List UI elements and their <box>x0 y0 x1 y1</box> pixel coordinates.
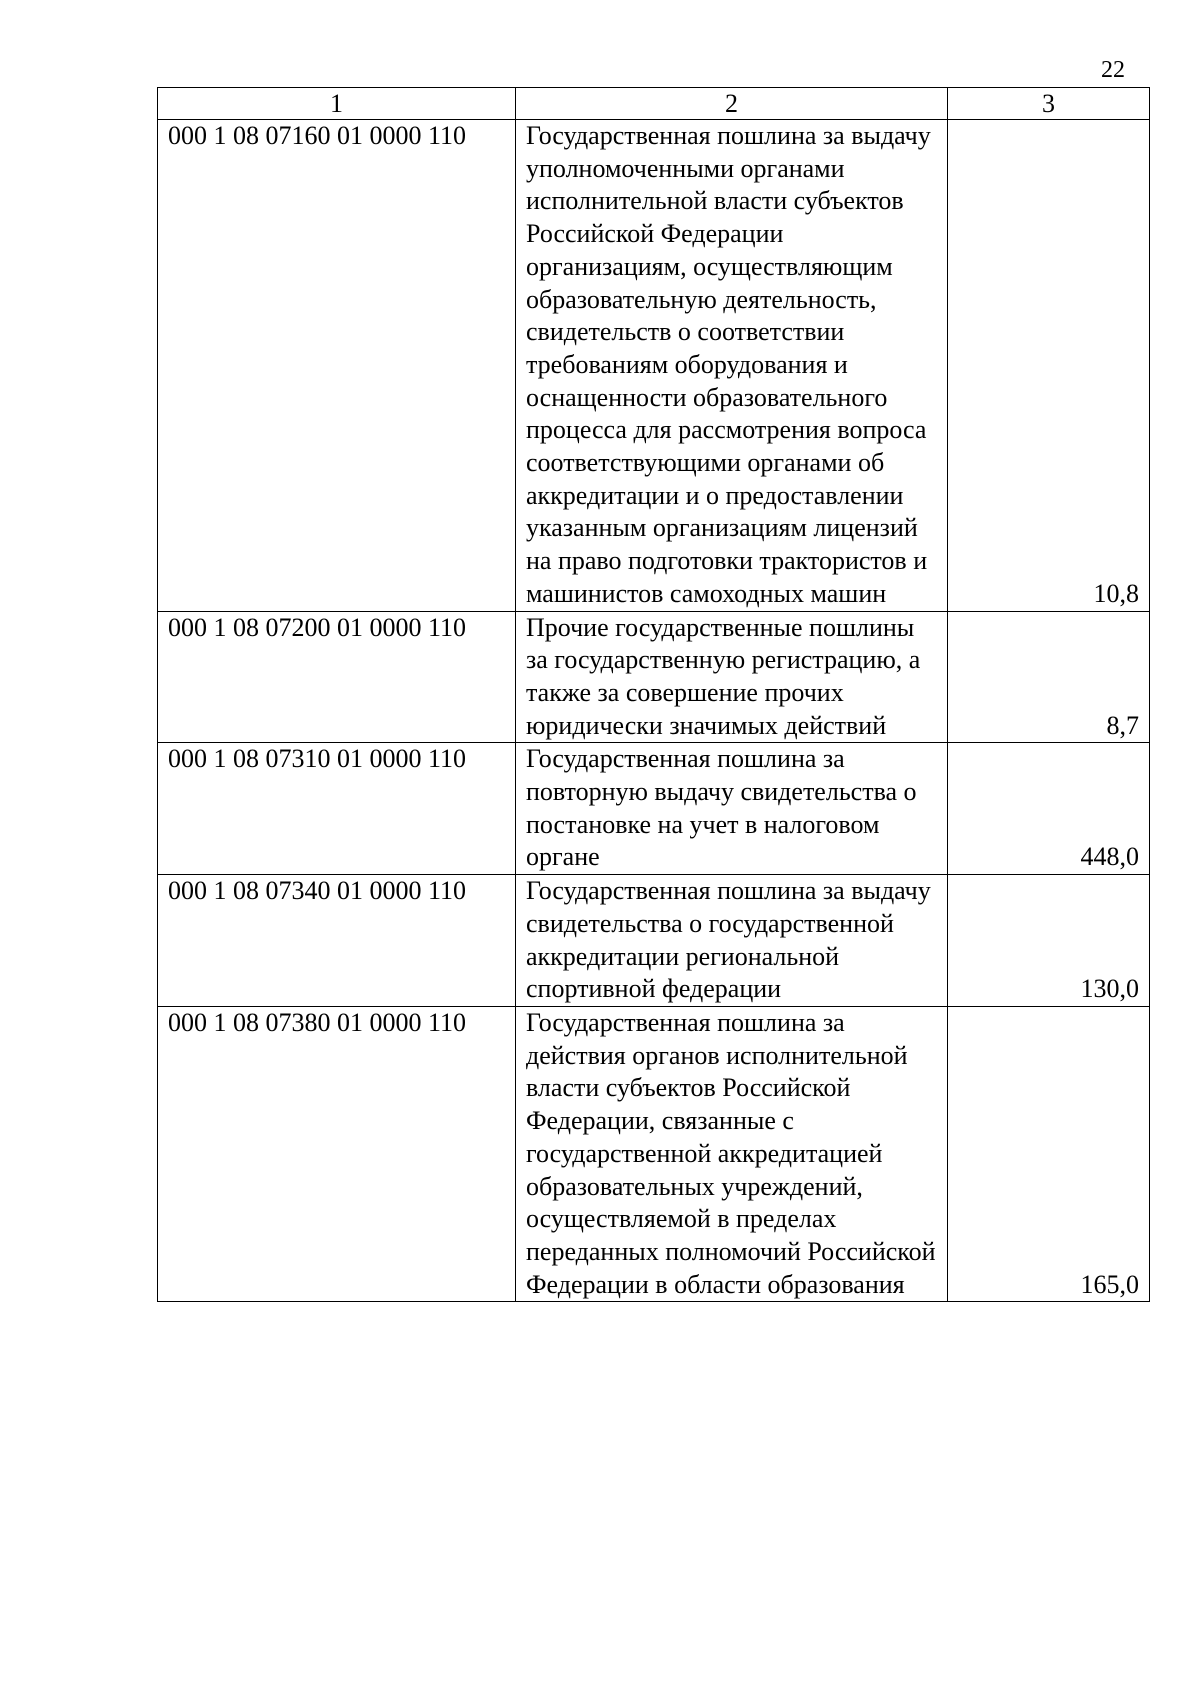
table-row <box>158 611 1150 743</box>
revenue-code: 000 1 08 07160 01 0000 110 <box>158 120 516 612</box>
revenue-name: Государственная пошлина за выдачу уполномоченными органами исполнительной власти субъектов Российской Федерации организациям, осуществляющим образовательную деятельность, свидетельств о соответствии требованиям оборудования и оснащенности образовательного процесса для рассмотрения вопроса соответствующими органами об аккредитации и о предоставлении указанным организациям лицензий на право подготовки трактористов и машинистов самоходных машин <box>516 120 948 612</box>
revenue-name: Государственная пошлина за действия органов исполнительной власти субъектов Российской Федерации, связанные с государственной аккредитацией образовательных учреждений, осуществляемой в пределах переданных полномочий Российской Федерации в области образования <box>516 1006 948 1301</box>
budget-revenue-table <box>157 87 1150 1302</box>
column-header-2: 2 <box>516 88 948 120</box>
column-header-1: 1 <box>158 88 516 120</box>
table-row <box>158 743 1150 875</box>
page-number: 22 <box>1101 57 1125 83</box>
revenue-amount: 130,0 <box>948 875 1150 1007</box>
table-row <box>158 1006 1150 1301</box>
revenue-code: 000 1 08 07200 01 0000 110 <box>158 611 516 743</box>
revenue-name: Государственная пошлина за выдачу свидетельства о государственной аккредитации региональной спортивной федерации <box>516 875 948 1007</box>
table-row <box>158 120 1150 612</box>
revenue-amount: 10,8 <box>948 120 1150 612</box>
revenue-code: 000 1 08 07310 01 0000 110 <box>158 743 516 875</box>
revenue-amount: 165,0 <box>948 1006 1150 1301</box>
revenue-name: Прочие государственные пошлины за государственную регистрацию, а также за совершение прочих юридически значимых действий <box>516 611 948 743</box>
revenue-code: 000 1 08 07380 01 0000 110 <box>158 1006 516 1301</box>
revenue-amount: 8,7 <box>948 611 1150 743</box>
revenue-name: Государственная пошлина за повторную выдачу свидетельства о постановке на учет в налоговом органе <box>516 743 948 875</box>
revenue-amount: 448,0 <box>948 743 1150 875</box>
column-header-3: 3 <box>948 88 1150 120</box>
table-header-row <box>158 88 1150 120</box>
table-row <box>158 875 1150 1007</box>
revenue-code: 000 1 08 07340 01 0000 110 <box>158 875 516 1007</box>
